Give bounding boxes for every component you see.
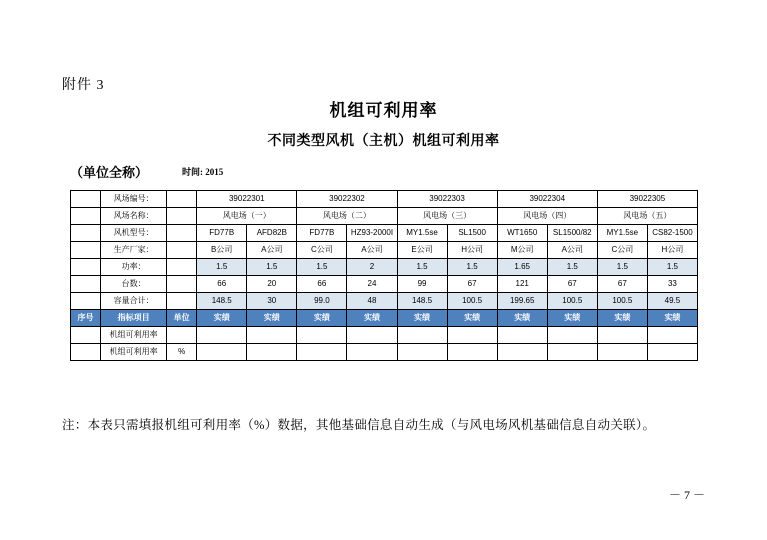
spacer-cell [71, 242, 101, 259]
table-row-manufacturer [71, 242, 698, 259]
spacer-cell [71, 259, 101, 276]
spacer-cell [167, 242, 197, 259]
table-row-count [71, 276, 698, 293]
table-row-unit-model [71, 225, 698, 242]
spacer-cell [167, 191, 197, 208]
table-row-capacity [71, 293, 698, 310]
farm-code-5: 39022305 [597, 191, 697, 208]
data-row-2-value-10[interactable] [647, 344, 697, 361]
data-row-1-item: 机组可利用率 [101, 327, 167, 344]
unit-model-8: SL1500/82 [547, 225, 597, 242]
count-7: 121 [497, 276, 547, 293]
farm-code-2: 39022302 [297, 191, 397, 208]
data-row-1-seq [71, 327, 101, 344]
capacity-7: 199.65 [497, 293, 547, 310]
capacity-10: 49.5 [647, 293, 697, 310]
footnote: 注：本表只需填报机组可利用率（%）数据，其他基础信息自动生成（与风电场风机基础信息自动关联）。 [62, 418, 656, 432]
table-row-power [71, 259, 698, 276]
farm-name-4: 风电场（四） [497, 208, 597, 225]
availability-table [70, 190, 698, 361]
row-label-count: 台数： [101, 276, 167, 293]
row-label-manufacturer: 生产厂家： [101, 242, 167, 259]
data-row-2-value-9[interactable] [597, 344, 647, 361]
table-row-farm-name [71, 208, 698, 225]
time-label: 时间: 2015 [182, 167, 224, 177]
header-data-10: 实绩 [647, 310, 697, 327]
count-5: 99 [397, 276, 447, 293]
count-3: 66 [297, 276, 347, 293]
spacer-cell [167, 259, 197, 276]
count-8: 67 [547, 276, 597, 293]
row-label-power: 功率： [101, 259, 167, 276]
data-row-1-value-1[interactable] [197, 327, 247, 344]
count-4: 24 [347, 276, 397, 293]
count-10: 33 [647, 276, 697, 293]
table-row [71, 344, 698, 361]
unit-model-3: FD77B [297, 225, 347, 242]
data-row-2-item: 机组可利用率 [101, 344, 167, 361]
capacity-9: 100.5 [597, 293, 647, 310]
spacer-cell [71, 208, 101, 225]
capacity-4: 48 [347, 293, 397, 310]
power-8: 1.5 [547, 259, 597, 276]
farm-code-3: 39022303 [397, 191, 497, 208]
count-1: 66 [197, 276, 247, 293]
table-header-row [71, 310, 698, 327]
power-1: 1.5 [197, 259, 247, 276]
data-row-1-value-4[interactable] [347, 327, 397, 344]
unit-model-10: CS82-1500 [647, 225, 697, 242]
row-label-capacity: 容量合计： [101, 293, 167, 310]
manufacturer-5: E公司 [397, 242, 447, 259]
power-4: 2 [347, 259, 397, 276]
header-data-2: 实绩 [247, 310, 297, 327]
spacer-cell [71, 293, 101, 310]
capacity-5: 148.5 [397, 293, 447, 310]
farm-name-5: 风电场（五） [597, 208, 697, 225]
data-row-1-value-8[interactable] [547, 327, 597, 344]
manufacturer-1: B公司 [197, 242, 247, 259]
attachment-label: 附件 3 [62, 78, 105, 93]
header-seq: 序号 [71, 310, 101, 327]
capacity-3: 99.0 [297, 293, 347, 310]
farm-code-4: 39022304 [497, 191, 597, 208]
data-row-2-value-4[interactable] [347, 344, 397, 361]
data-row-2-value-7[interactable] [497, 344, 547, 361]
data-row-2-value-6[interactable] [447, 344, 497, 361]
manufacturer-7: M公司 [497, 242, 547, 259]
page-number: － 7 － [668, 488, 705, 502]
data-row-2-value-1[interactable] [197, 344, 247, 361]
unit-model-4: HZ93-2000I [347, 225, 397, 242]
page-subtitle: 不同类型风机（主机）机组可利用率 [267, 134, 500, 149]
unit-model-2: AFD82B [247, 225, 297, 242]
header-data-1: 实绩 [197, 310, 247, 327]
header-data-5: 实绩 [397, 310, 447, 327]
power-7: 1.65 [497, 259, 547, 276]
page-title: 机组可利用率 [329, 101, 438, 120]
data-row-1-value-5[interactable] [397, 327, 447, 344]
data-row-1-value-10[interactable] [647, 327, 697, 344]
capacity-6: 100.5 [447, 293, 497, 310]
table-row [71, 327, 698, 344]
data-row-1-value-6[interactable] [447, 327, 497, 344]
count-6: 67 [447, 276, 497, 293]
header-unit: 单位 [167, 310, 197, 327]
header-data-8: 实绩 [547, 310, 597, 327]
unit-model-7: WT1650 [497, 225, 547, 242]
header-data-6: 实绩 [447, 310, 497, 327]
row-label-farm-code: 风场编号： [101, 191, 167, 208]
spacer-cell [71, 225, 101, 242]
table-row-farm-code [71, 191, 698, 208]
data-row-1-value-7[interactable] [497, 327, 547, 344]
farm-name-2: 风电场（二） [297, 208, 397, 225]
manufacturer-4: A公司 [347, 242, 397, 259]
spacer-cell [167, 276, 197, 293]
spacer-cell [167, 208, 197, 225]
spacer-cell [71, 191, 101, 208]
farm-name-1: 风电场（一） [197, 208, 297, 225]
data-row-2-unit: % [167, 344, 197, 361]
header-data-3: 实绩 [297, 310, 347, 327]
unit-model-9: MY1.5se [597, 225, 647, 242]
unit-model-1: FD77B [197, 225, 247, 242]
header-item: 指标项目 [101, 310, 167, 327]
count-9: 67 [597, 276, 647, 293]
power-9: 1.5 [597, 259, 647, 276]
data-row-2-value-8[interactable] [547, 344, 597, 361]
data-row-2-value-3[interactable] [297, 344, 347, 361]
power-5: 1.5 [397, 259, 447, 276]
manufacturer-8: A公司 [547, 242, 597, 259]
data-row-1-value-3[interactable] [297, 327, 347, 344]
farm-code-1: 39022301 [197, 191, 297, 208]
unit-model-6: SL1500 [447, 225, 497, 242]
manufacturer-9: C公司 [597, 242, 647, 259]
header-data-7: 实绩 [497, 310, 547, 327]
header-data-4: 实绩 [347, 310, 397, 327]
farm-name-3: 风电场（三） [397, 208, 497, 225]
power-6: 1.5 [447, 259, 497, 276]
unit-model-5: MY1.5se [397, 225, 447, 242]
data-row-1-value-2[interactable] [247, 327, 297, 344]
row-label-unit-model: 风机型号： [101, 225, 167, 242]
manufacturer-10: H公司 [647, 242, 697, 259]
data-row-1-value-9[interactable] [597, 327, 647, 344]
manufacturer-3: C公司 [297, 242, 347, 259]
spacer-cell [71, 276, 101, 293]
manufacturer-6: H公司 [447, 242, 497, 259]
data-row-2-seq [71, 344, 101, 361]
power-10: 1.5 [647, 259, 697, 276]
data-row-2-value-2[interactable] [247, 344, 297, 361]
spacer-cell [167, 293, 197, 310]
power-2: 1.5 [247, 259, 297, 276]
count-2: 20 [247, 276, 297, 293]
capacity-8: 100.5 [547, 293, 597, 310]
data-row-1-unit [167, 327, 197, 344]
unit-label: （单位全称） [70, 165, 149, 180]
row-label-farm-name: 风场名称： [101, 208, 167, 225]
capacity-2: 30 [247, 293, 297, 310]
data-row-2-value-5[interactable] [397, 344, 447, 361]
spacer-cell [167, 225, 197, 242]
capacity-1: 148.5 [197, 293, 247, 310]
header-data-9: 实绩 [597, 310, 647, 327]
power-3: 1.5 [297, 259, 347, 276]
manufacturer-2: A公司 [247, 242, 297, 259]
